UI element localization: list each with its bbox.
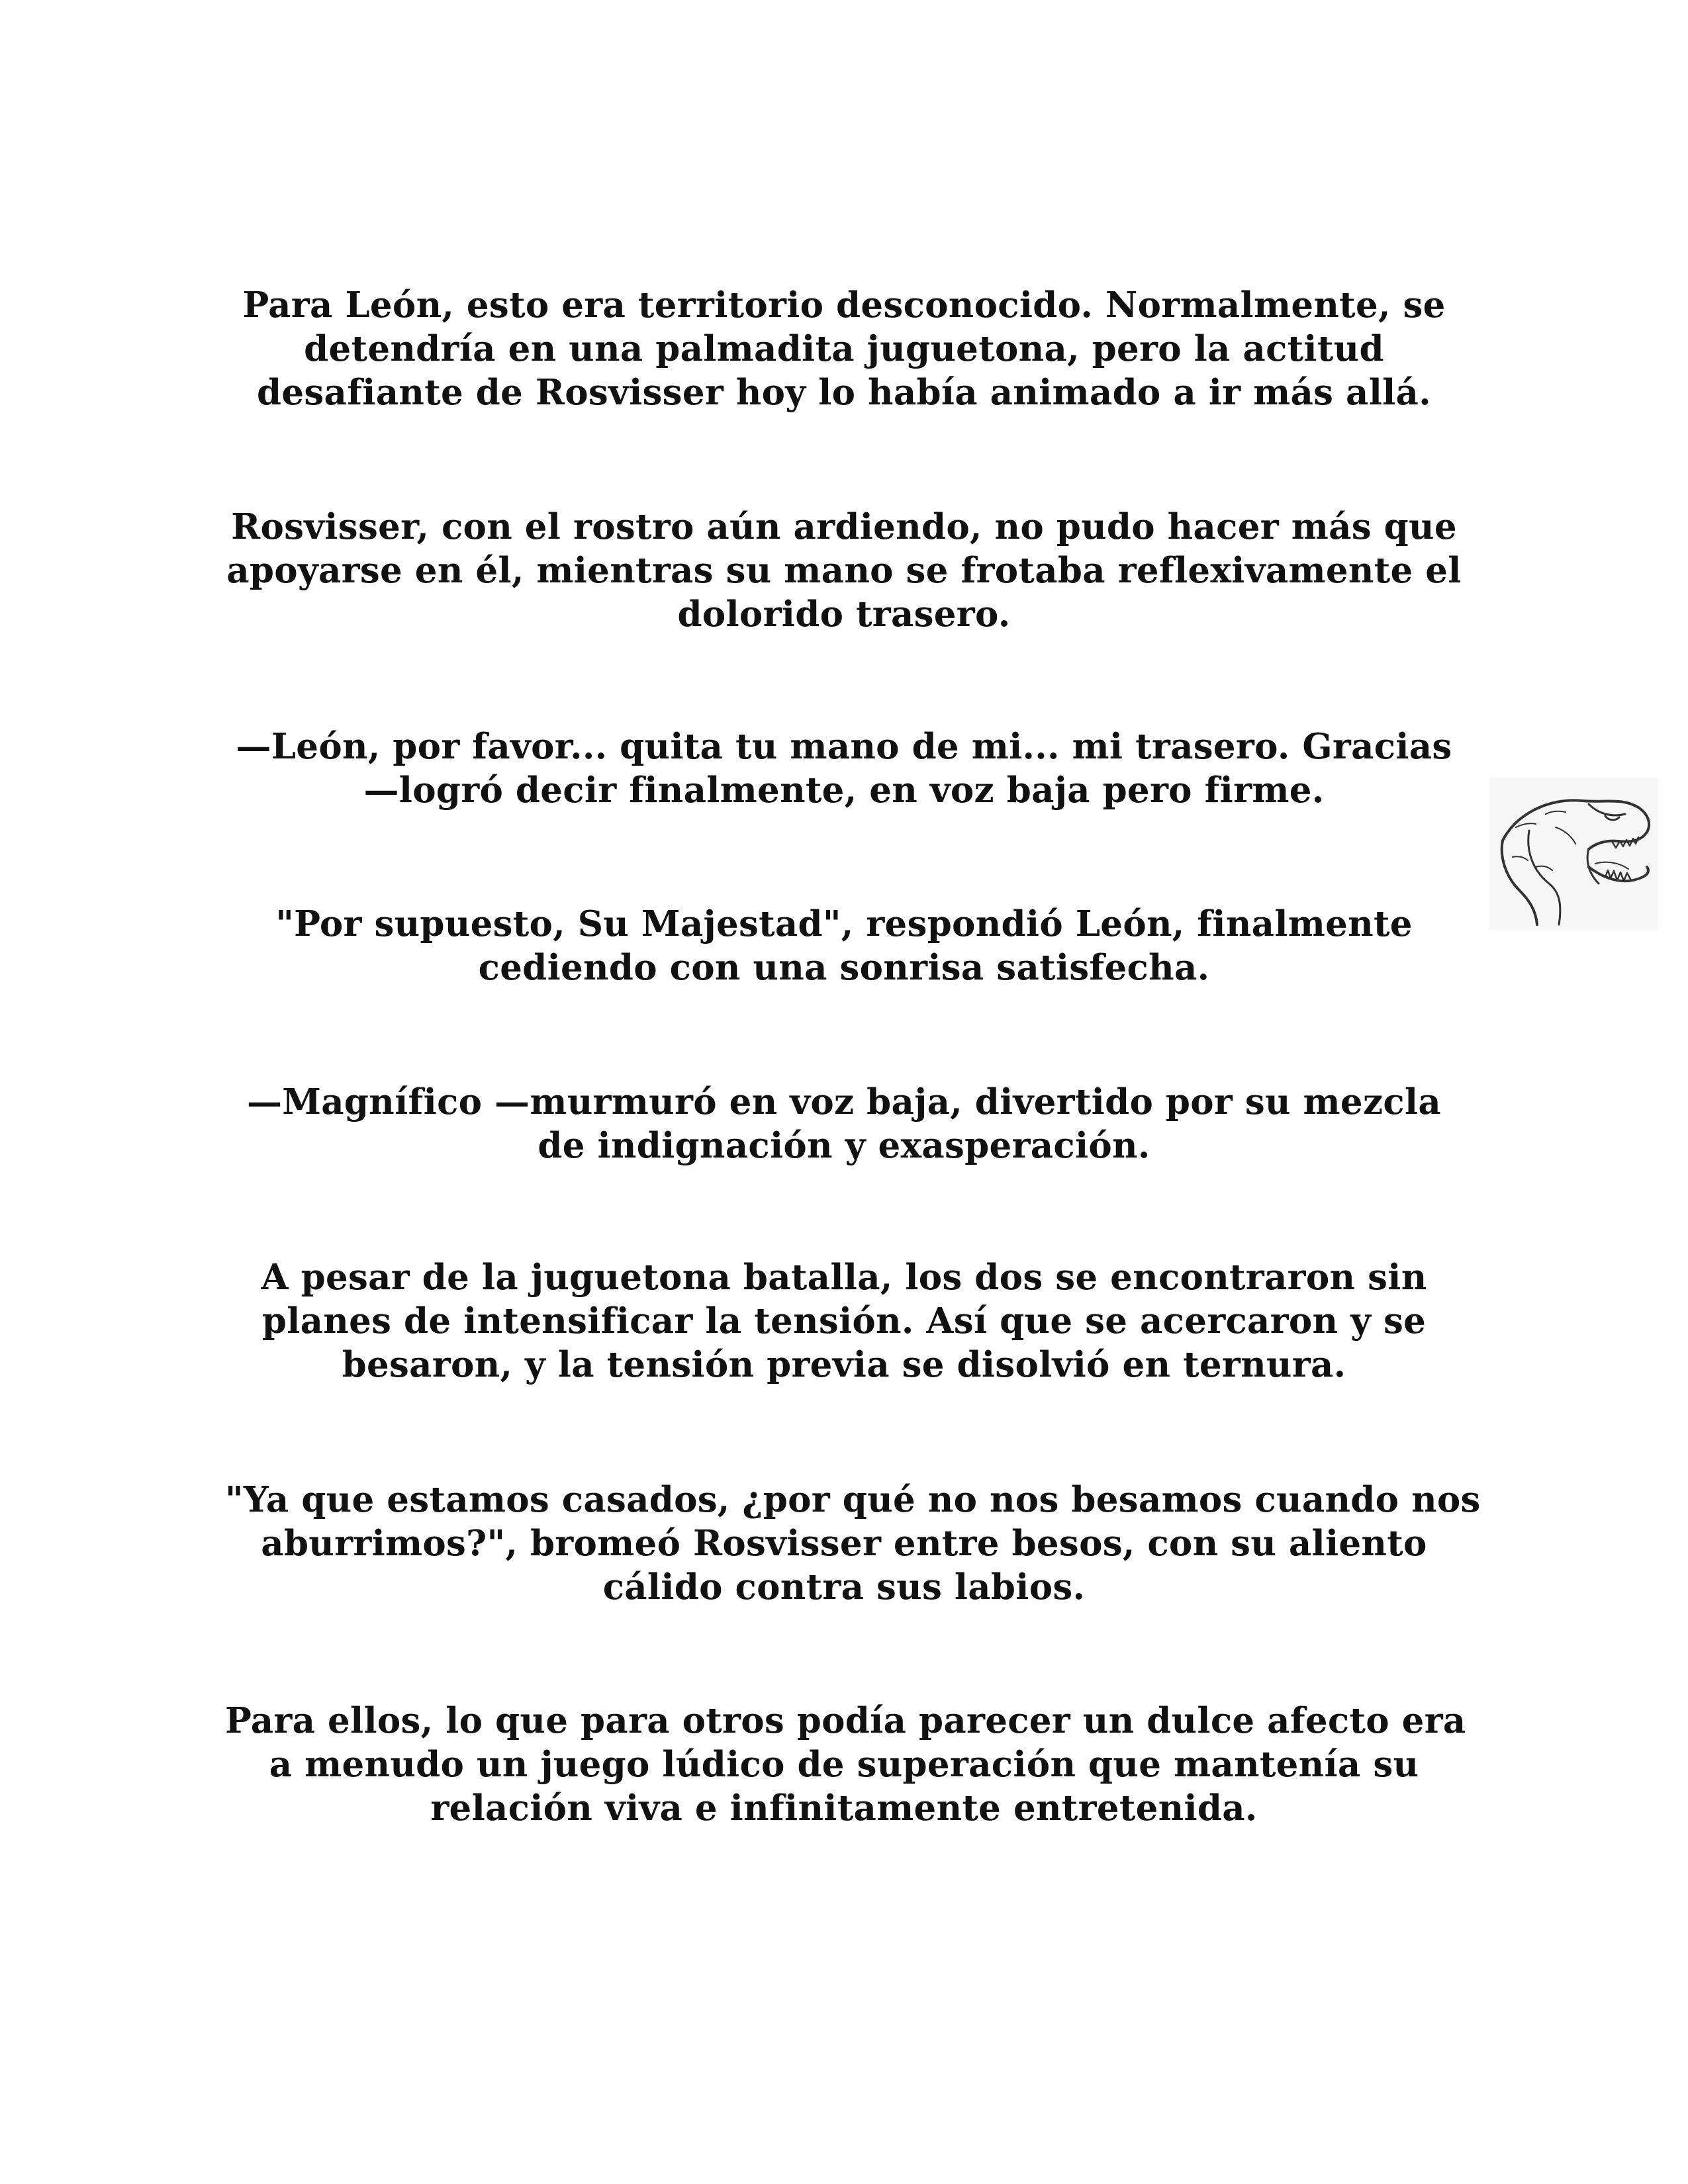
paragraph-line: cálido contra sus labios. <box>602 1567 1086 1608</box>
paragraph-3 <box>225 725 1463 812</box>
paragraph-2 <box>225 505 1463 636</box>
paragraph-line: relación viva e infinitamente entretenida. <box>430 1788 1258 1829</box>
paragraph-line: aburrimos?", bromeó Rosvisser entre besos, con su aliento <box>261 1523 1427 1564</box>
paragraph-line: —León, por favor... quita tu mano de mi... mi trasero. Gracias <box>236 726 1452 767</box>
paragraph-line: A pesar de la juguetona batalla, los dos se encontraron sin <box>261 1257 1427 1298</box>
paragraph-line: de indignación y exasperación. <box>538 1125 1150 1166</box>
paragraph-4 <box>225 902 1463 989</box>
paragraph-line: Para León, esto era territorio desconocido. Normalmente, se <box>242 285 1446 326</box>
paragraph-line: a menudo un juego lúdico de superación que mantenía su <box>269 1744 1419 1785</box>
paragraph-5 <box>225 1080 1463 1167</box>
paragraph-line: apoyarse en él, mientras su mano se frotaba reflexivamente el <box>226 550 1462 591</box>
dinosaur-head-sketch-icon <box>1489 778 1658 930</box>
paragraph-line: —Magnífico —murmuró en voz baja, divertido por su mezcla <box>247 1081 1441 1122</box>
paragraph-1 <box>225 283 1463 414</box>
paragraph-line: Rosvisser, con el rostro aún ardiendo, no pudo hacer más que <box>231 506 1457 547</box>
paragraph-line: "Ya que estamos casados, ¿por qué no nos besamos cuando nos <box>225 1479 1481 1520</box>
paragraph-line: desafiante de Rosvisser hoy lo había animado a ir más allá. <box>257 372 1431 413</box>
paragraph-line: dolorido trasero. <box>677 594 1011 635</box>
paragraph-line: —logró decir finalmente, en voz baja pero firme. <box>363 770 1325 811</box>
paragraph-7 <box>225 1478 1481 1609</box>
paragraph-6 <box>225 1255 1463 1387</box>
paragraph-line: besaron, y la tensión previa se disolvió en ternura. <box>342 1344 1346 1385</box>
paragraph-line: cediendo con una sonrisa satisfecha. <box>478 947 1210 988</box>
paragraph-line: "Por supuesto, Su Majestad", respondió León, finalmente <box>275 903 1413 944</box>
paragraph-line: detendría en una palmadita juguetona, pero la actitud <box>304 328 1384 369</box>
paragraph-line: Para ellos, lo que para otros podía parecer un dulce afecto era <box>225 1700 1466 1741</box>
paragraph-8 <box>225 1699 1466 1830</box>
paragraph-line: planes de intensificar la tensión. Así que se acercaron y se <box>261 1300 1427 1342</box>
